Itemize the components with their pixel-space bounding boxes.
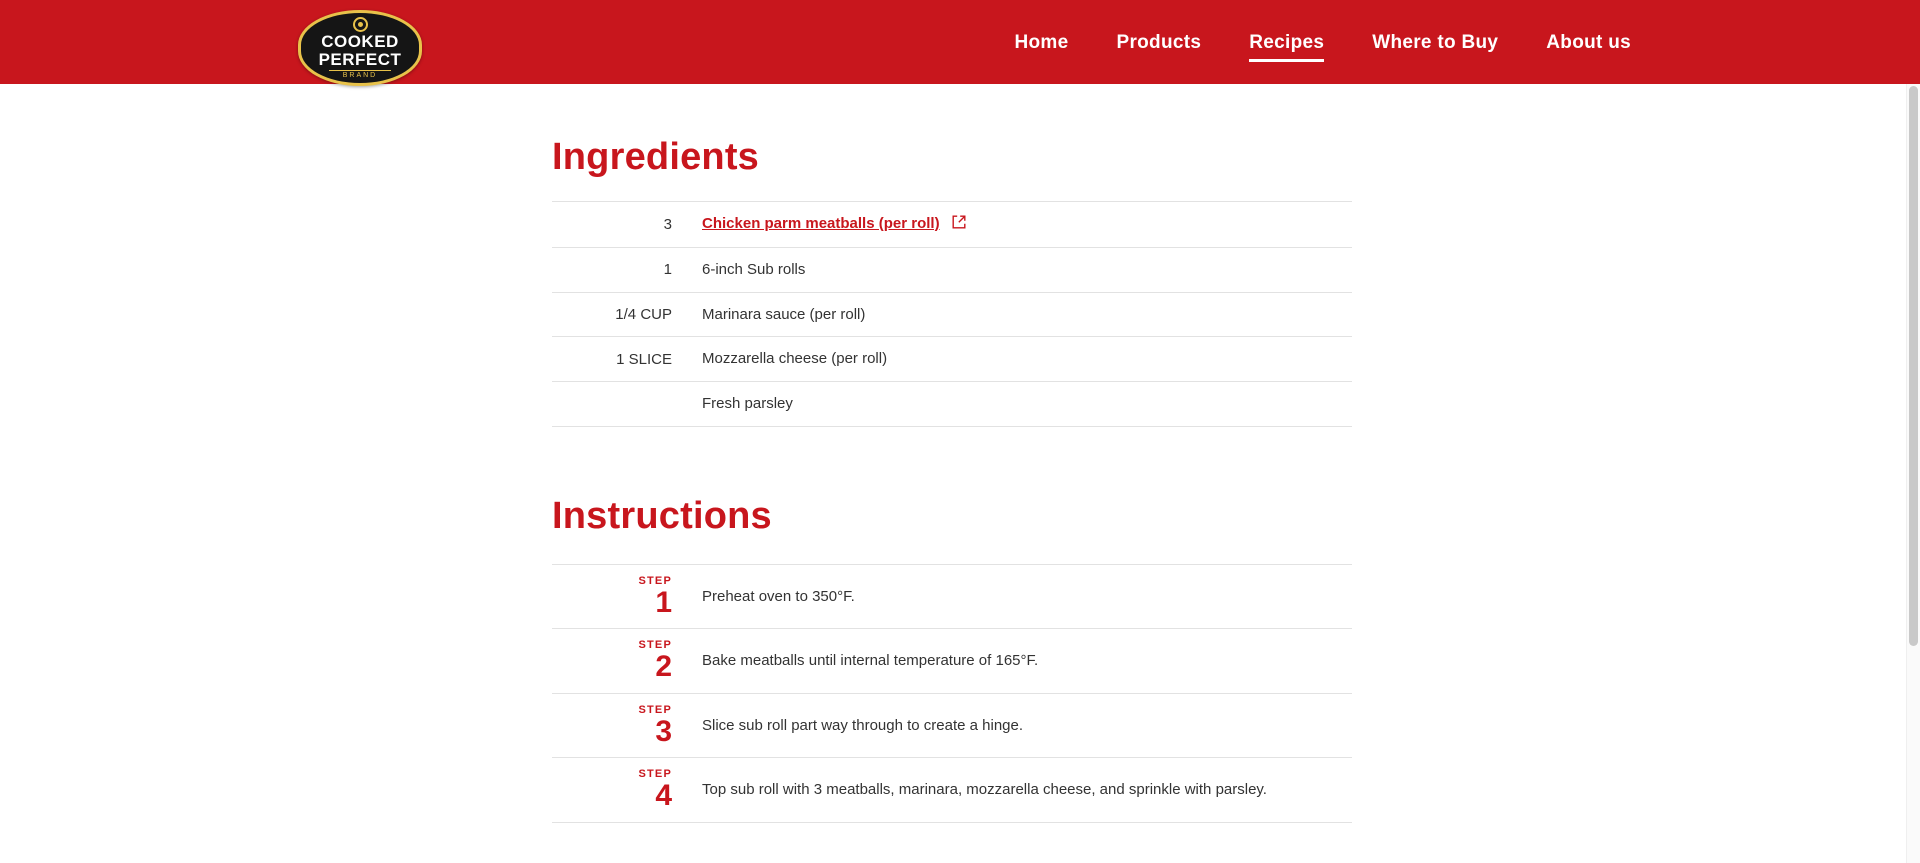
ingredient-qty: 1 [663, 261, 672, 279]
logo-badge [298, 10, 422, 86]
nav-item-about-us[interactable]: About us [1546, 32, 1631, 53]
main-navigation [990, 0, 1920, 84]
external-link-icon[interactable] [952, 214, 966, 236]
step-label: STEP [638, 703, 672, 716]
step-number: 2 [655, 650, 672, 684]
ingredient-name: Marinara sauce (per roll) [702, 305, 866, 323]
ingredient-name: Fresh parsley [702, 395, 793, 412]
table-row [552, 292, 1352, 337]
table-row [552, 629, 1352, 694]
step-marker [552, 629, 702, 694]
section-spacer [0, 427, 1920, 495]
step-number: 3 [655, 714, 672, 748]
table-row [552, 564, 1352, 629]
site-logo[interactable] [298, 10, 422, 86]
logo-brand-label: BRAND [342, 71, 378, 79]
ingredient-name [702, 202, 1352, 248]
ingredient-name: 6-inch Sub rolls [702, 260, 806, 278]
table-row [552, 382, 1352, 427]
site-header [0, 0, 1920, 84]
step-marker [552, 564, 702, 629]
step-marker [552, 693, 702, 758]
ingredients-table [552, 201, 1352, 427]
swirl-icon [353, 17, 368, 32]
ingredient-name: Mozzarella cheese (per roll) [702, 350, 888, 368]
nav-item-recipes[interactable]: Recipes [1225, 2, 1348, 82]
ingredients-section [552, 136, 1352, 427]
table-row [552, 693, 1352, 758]
logo-line1: COOKED [321, 32, 399, 52]
step-number: 1 [655, 585, 672, 619]
nav-item-products[interactable]: Products [1116, 32, 1202, 53]
step-text: Preheat oven to 350°F. [702, 587, 855, 605]
ingredients-title: Ingredients [552, 136, 760, 178]
page-content [0, 84, 1920, 823]
table-row [552, 247, 1352, 292]
step-number: 4 [655, 779, 672, 813]
logo-divider [329, 70, 391, 71]
table-row [552, 202, 1352, 248]
instructions-title: Instructions [552, 494, 772, 537]
ingredient-qty [552, 382, 702, 427]
step-label: STEP [638, 639, 672, 652]
step-text: Slice sub roll part way through to create a hinge. [702, 716, 1024, 734]
nav-item-home[interactable]: Home [1014, 32, 1069, 53]
instructions-table [552, 564, 1352, 823]
ingredient-qty: 1/4 CUP [615, 305, 672, 323]
logo-line2: PERFECT [318, 49, 402, 69]
step-text: Top sub roll with 3 meatballs, marinara, mozzarella cheese, and sprinkle with parsley. [702, 781, 1267, 799]
table-row [552, 337, 1352, 382]
step-label: STEP [638, 574, 672, 587]
ingredient-qty: 1 SLICE [616, 350, 672, 368]
page-scrollbar-thumb[interactable] [1909, 86, 1918, 646]
step-label: STEP [638, 768, 672, 781]
step-marker [552, 758, 702, 823]
table-row [552, 758, 1352, 823]
ingredient-qty: 3 [663, 215, 672, 233]
ingredient-link[interactable]: Chicken parm meatballs (per roll) [702, 215, 940, 232]
nav-item-where-to-buy[interactable]: Where to Buy [1372, 32, 1499, 53]
step-text: Bake meatballs until internal temperature of 165°F. [702, 652, 1039, 670]
instructions-section [552, 495, 1352, 823]
